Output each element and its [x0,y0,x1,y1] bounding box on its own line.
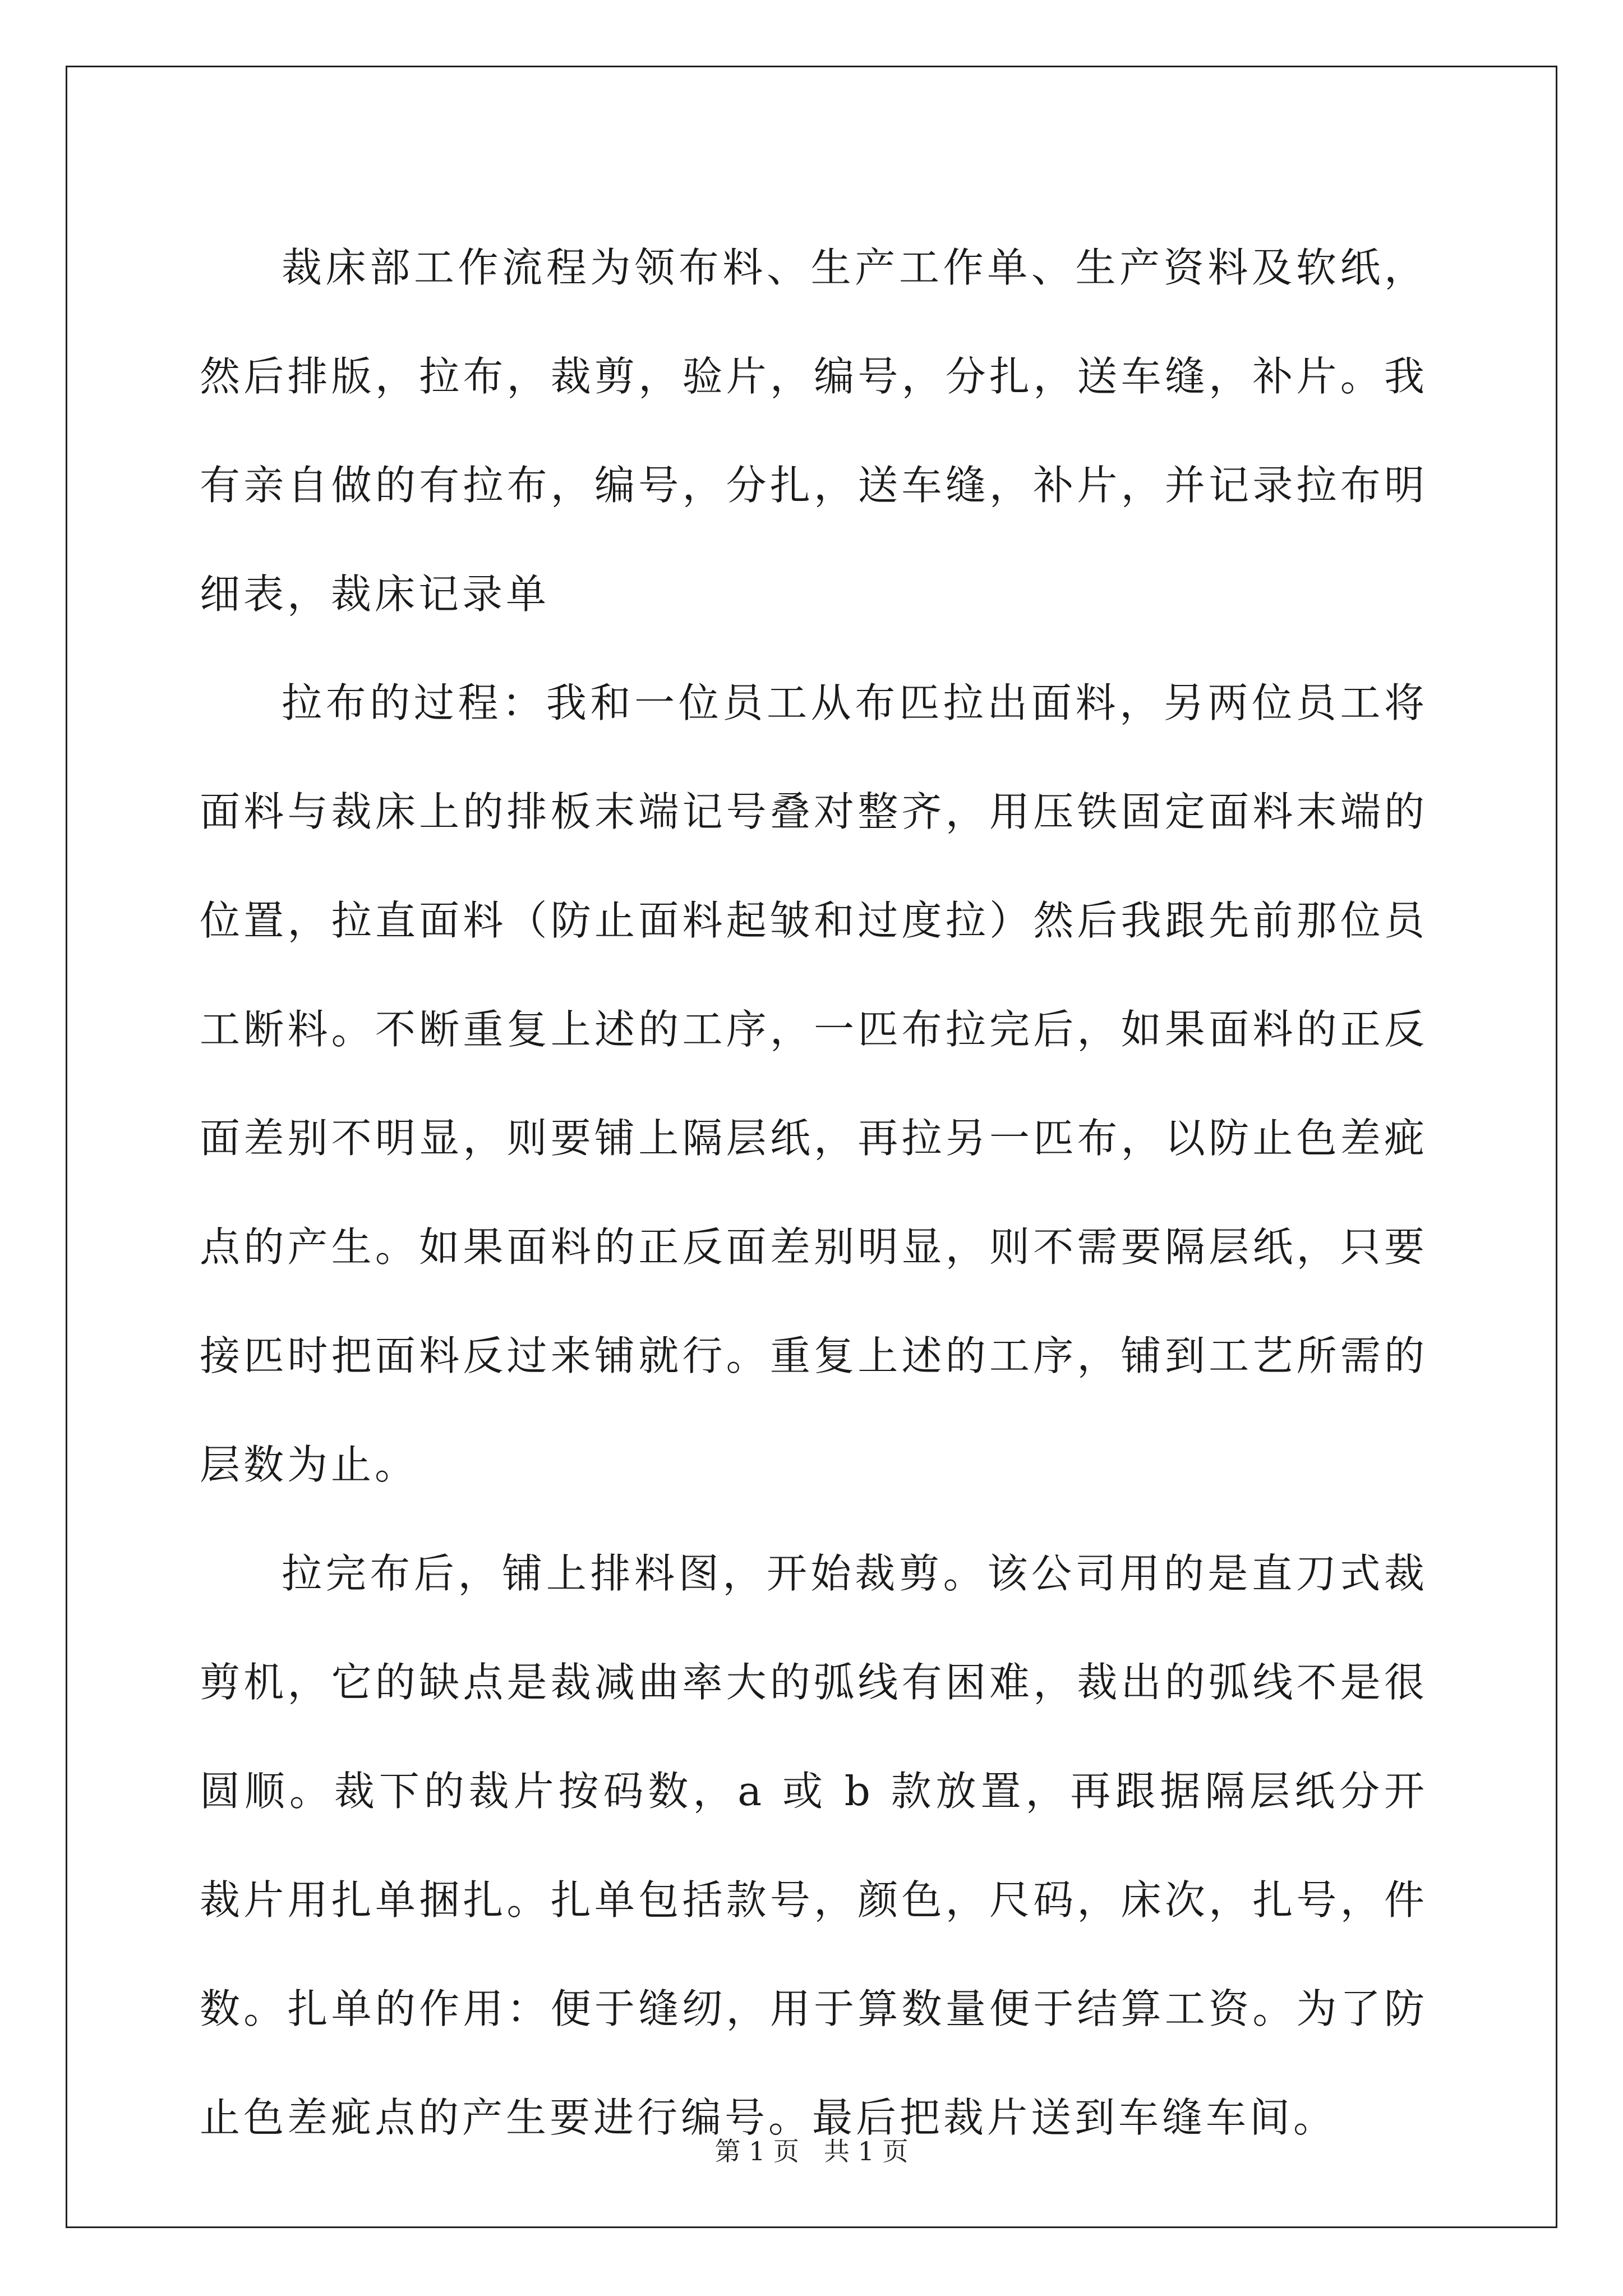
page-number-total: 共 1 页 [824,2136,909,2166]
document-body [200,213,1428,2172]
page-footer [0,2134,1623,2168]
paragraph-spreading-process: 拉布的过程：我和一位员工从布匹拉出面料，另两位员工将面料与裁床上的排板末端记号叠对整齐，用压铁固定面料末端的位置，拉直面料（防止面料起皱和过度拉）然后我跟先前那位员工断料。不断重复上述的工序，一匹布拉完后，如果面料的正反面差别不明显，则要铺上隔层纸，再拉另一匹布，以防止色差疵点的产生。如果面料的正反面差别明显，则不需要隔层纸，只要接匹时把面料反过来铺就行。重复上述的工序，铺到工艺所需的层数为止。 [200,679,1428,1488]
paragraph-cutting-process: 拉完布后，铺上排料图，开始裁剪。该公司用的是直刀式裁剪机，它的缺点是裁减曲率大的弧线有困难，裁出的弧线不是很圆顺。裁下的裁片按码数，a 或 b 款放置，再跟据隔层纸分开裁片用扎单捆扎。扎单包括款号，颜色，尺码，床次，扎号，件数。扎单的作用：便于缝纫，用于算数量便于结算工资。为了防止色差疵点的产生要进行编号。最后把裁片送到车缝车间。 [200,1550,1428,2141]
page-number-current: 第 1 页 [714,2136,799,2166]
paragraph-workflow: 裁床部工作流程为领布料、生产工作单、生产资料及软纸，然后排版，拉布，裁剪，验片，编号，分扎，送车缝，补片。我有亲自做的有拉布，编号，分扎，送车缝，补片，并记录拉布明细表，裁床记录单 [200,244,1428,618]
